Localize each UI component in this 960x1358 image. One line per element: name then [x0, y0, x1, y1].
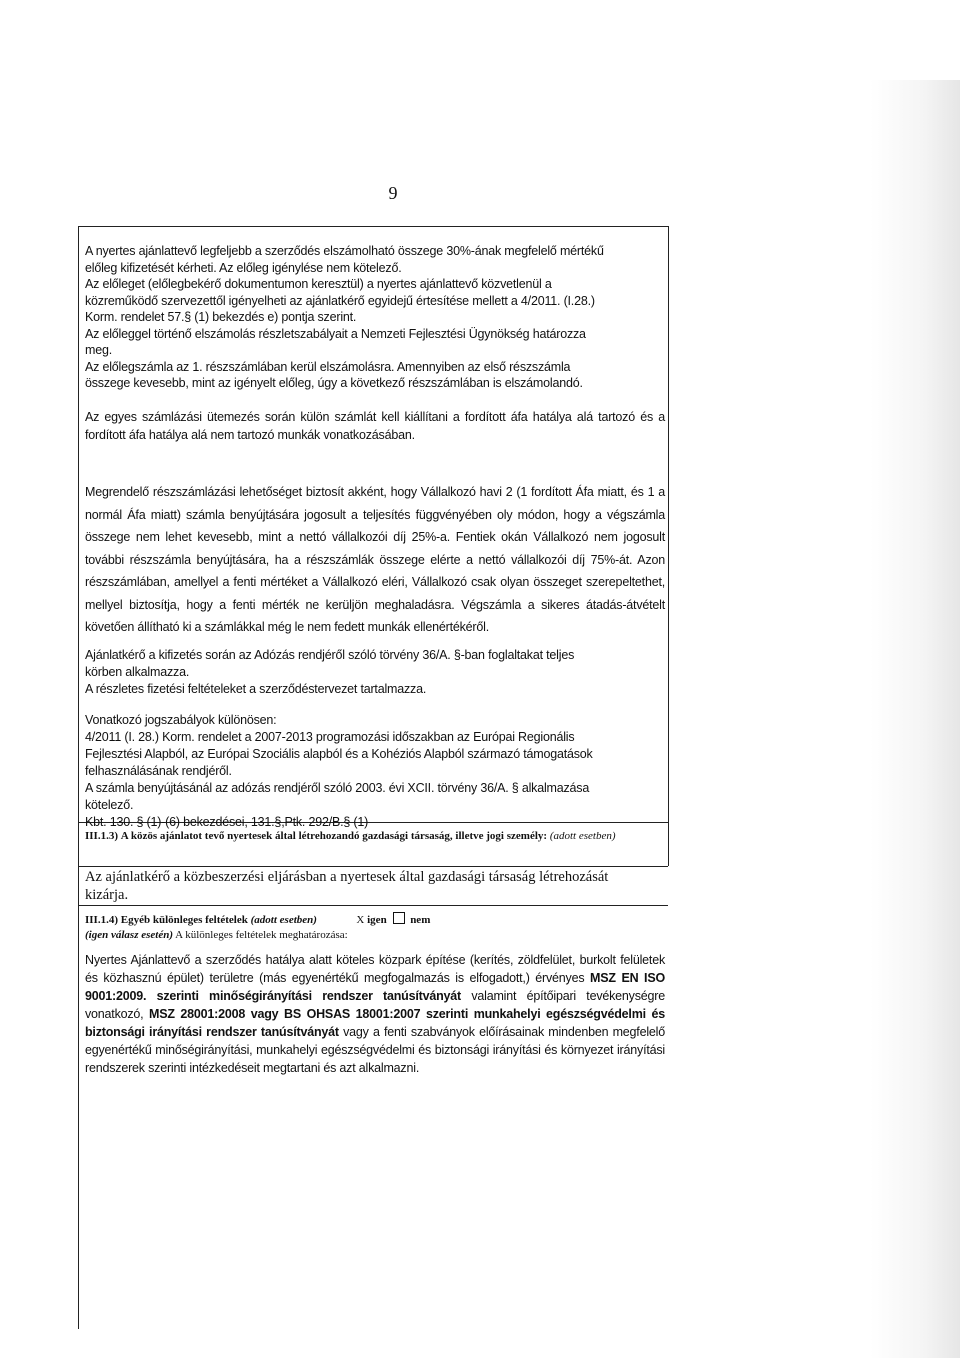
text-line: kötelező. [85, 798, 134, 812]
text-line: előleg kifizetését kérheti. Az előleg igénylése nem kötelező. [85, 260, 402, 275]
requirements-part-2: szerinti minőségirányítási rendszer tanúsítványát [146, 989, 462, 1003]
vat-paragraph [85, 408, 665, 444]
section-separator [78, 905, 668, 906]
yes-label: igen [367, 914, 387, 926]
text-line: Ajánlatkérő a kifizetés során az Adózás rendjéről szóló törvény 36/A. §-ban foglaltakat teljes [85, 648, 575, 662]
legal-references [85, 712, 665, 831]
text-line: körben alkalmazza. [85, 665, 190, 679]
requirements-part-3: valamint építőipari tevékenységre vonatkozó, [85, 989, 665, 1021]
section-4-heading [85, 912, 665, 943]
section-4-sub-hint: (igen válasz esetén) [85, 929, 173, 941]
section-3-number: III.1.3) [85, 830, 119, 842]
text-line: Az ajánlatkérő a közbeszerzési eljárásban a nyertesek által gazdasági társaság létrehozását [85, 869, 609, 885]
text-line: Kbt. 130. § (1)-(6) bekezdései, 131.§,Ptk. 292/B.§ (1) [85, 815, 369, 829]
text-line: felhasználásának rendjéről. [85, 764, 232, 778]
requirements-text [85, 951, 665, 1077]
section-separator [78, 866, 668, 867]
no-label: nem [410, 914, 431, 926]
text-line: Az előleggel történő elszámolás részletszabályait a Nemzeti Fejlesztési Ügynökség határozza [85, 326, 586, 341]
section-3-heading [85, 829, 665, 843]
section-4-sub-label: A különleges feltételek meghatározása: [175, 929, 348, 941]
text-line: kizárja. [85, 887, 129, 903]
text-line: A részletes fizetési feltételeket a szerződéstervezet tartalmazza. [85, 682, 427, 696]
text-line: A nyertes ajánlattevő legfeljebb a szerződés elszámolható összege 30%-ának megfelelő mértékű [85, 244, 604, 258]
vat-text: Az egyes számlázási ütemezés során külön számlát kell kiállítani a fordított áfa hatálya alá tartozó és a fordított áfa hatálya alá nem tartozó munkák vonatkozásában. [85, 410, 665, 442]
invoicing-paragraph [85, 481, 665, 639]
section-4-number: III.1.4) [85, 914, 119, 926]
section-3-body [85, 868, 665, 904]
text-line: közreműködő szervezettől igényelheti az ajánlatkérő egyidejű értesítése mellett a 4/2011. (I.28.) [85, 293, 595, 308]
section-4-title: Egyéb különleges feltételek [120, 914, 248, 926]
page-number: 9 [388, 183, 398, 203]
text-line: Az előlegszámla az 1. részszámlában kerül elszámolásra. Amennyiben az első részszámla [85, 359, 571, 374]
section-3-title: A közös ajánlatot tevő nyertesek által létrehozandó gazdasági társaság, illetve jogi személy: [120, 830, 548, 842]
text-line: A számla benyújtásánál az adózás rendjéről szóló 2003. évi XCII. törvény 36/A. § alkalmazása [85, 781, 590, 795]
yes-mark: X [356, 914, 365, 926]
requirements-part-1: Nyertes Ajánlattevő a szerződés hatálya alatt köteles közpark építése (kerítés, zöldfelület, burkolt felületek és közhasznú épület) területre (más egyenértékű megfogalmazás is elfogadott,) érvényes [85, 953, 665, 985]
requirements-paragraph [85, 951, 665, 1077]
requirements-part-4: vagy a fenti szabványok előírásainak mindenben megfelelő egyenértékű minőségirányítási, munkahelyi egészségvédelmi és biztonsági irányítási és környezet irányítási rendszerek szerinti intézkedéseit megtartani és azt alkalmazni. [85, 1025, 665, 1075]
text-line: Az előleget (előlegbekérő dokumentumon keresztül) a nyertes ajánlattevő közvetlenül a [85, 277, 552, 291]
tax-section [85, 647, 665, 698]
no-checkbox[interactable] [393, 912, 405, 924]
text-line: Fejlesztési Alapból, az Európai Szociális alapból és a Kohéziós Alapból származó támogatások [85, 747, 593, 761]
standard-ohsas-18001: MSZ 28001:2008 vagy BS OHSAS 18001:2007 szerinti munkahelyi egészségvédelmi és biztonsági irányítási rendszer tanúsítványát [85, 1007, 665, 1039]
text-line: Korm. rendelet 57.§ (1) bekezdés e) pontja szerint. [85, 310, 357, 324]
legal-heading: Vonatkozó jogszabályok különösen: [85, 713, 277, 727]
standard-iso-9001: MSZ EN ISO 9001:2009. [85, 971, 665, 1003]
section-4-hint: (adott esetben) [250, 914, 317, 926]
scan-edge-shadow [870, 80, 960, 1358]
document-frame-right-edge [668, 226, 669, 866]
text-line: összege kevesebb, mint az igényelt előleg, úgy a következő részszámlában is elszámolandó. [85, 376, 583, 390]
advance-payment-section [85, 243, 665, 392]
section-3-hint: (adott esetben) [549, 830, 616, 842]
text-line: meg. [85, 343, 112, 357]
invoicing-text: Megrendelő részszámlázási lehetőséget biztosít akként, hogy Vállalkozó havi 2 (1 fordított Áfa miatt, és 1 a normál Áfa miatt) számla benyújtására jogosult a teljesítés függvényében oly módon, hogy a végszámla összege nem lehet kevesebb, mint a nettó vállalkozói díj 25%-a. Fentiek okán Vállalkozó nem jogosult további részszámla benyújtására, ha a részszámlák összege elérte a nettó vállalkozói díj 75%-át. Azon részszámlában, amellyel a fenti mértéket a Vállalkozó eléri, Vállalkozó csak olyan összeget szerepeltethet, mellyel biztosítja, hogy a fenti mérték ne kerüljön meghaladásra. Végszámla a sikeres átadás-átvételt követően állítható ki a számlákkal még le nem fedett munkák ellenértékéről. [85, 485, 665, 634]
text-line: 4/2011 (I. 28.) Korm. rendelet a 2007-2013 programozási időszakban az Európai Regionális [85, 730, 575, 744]
